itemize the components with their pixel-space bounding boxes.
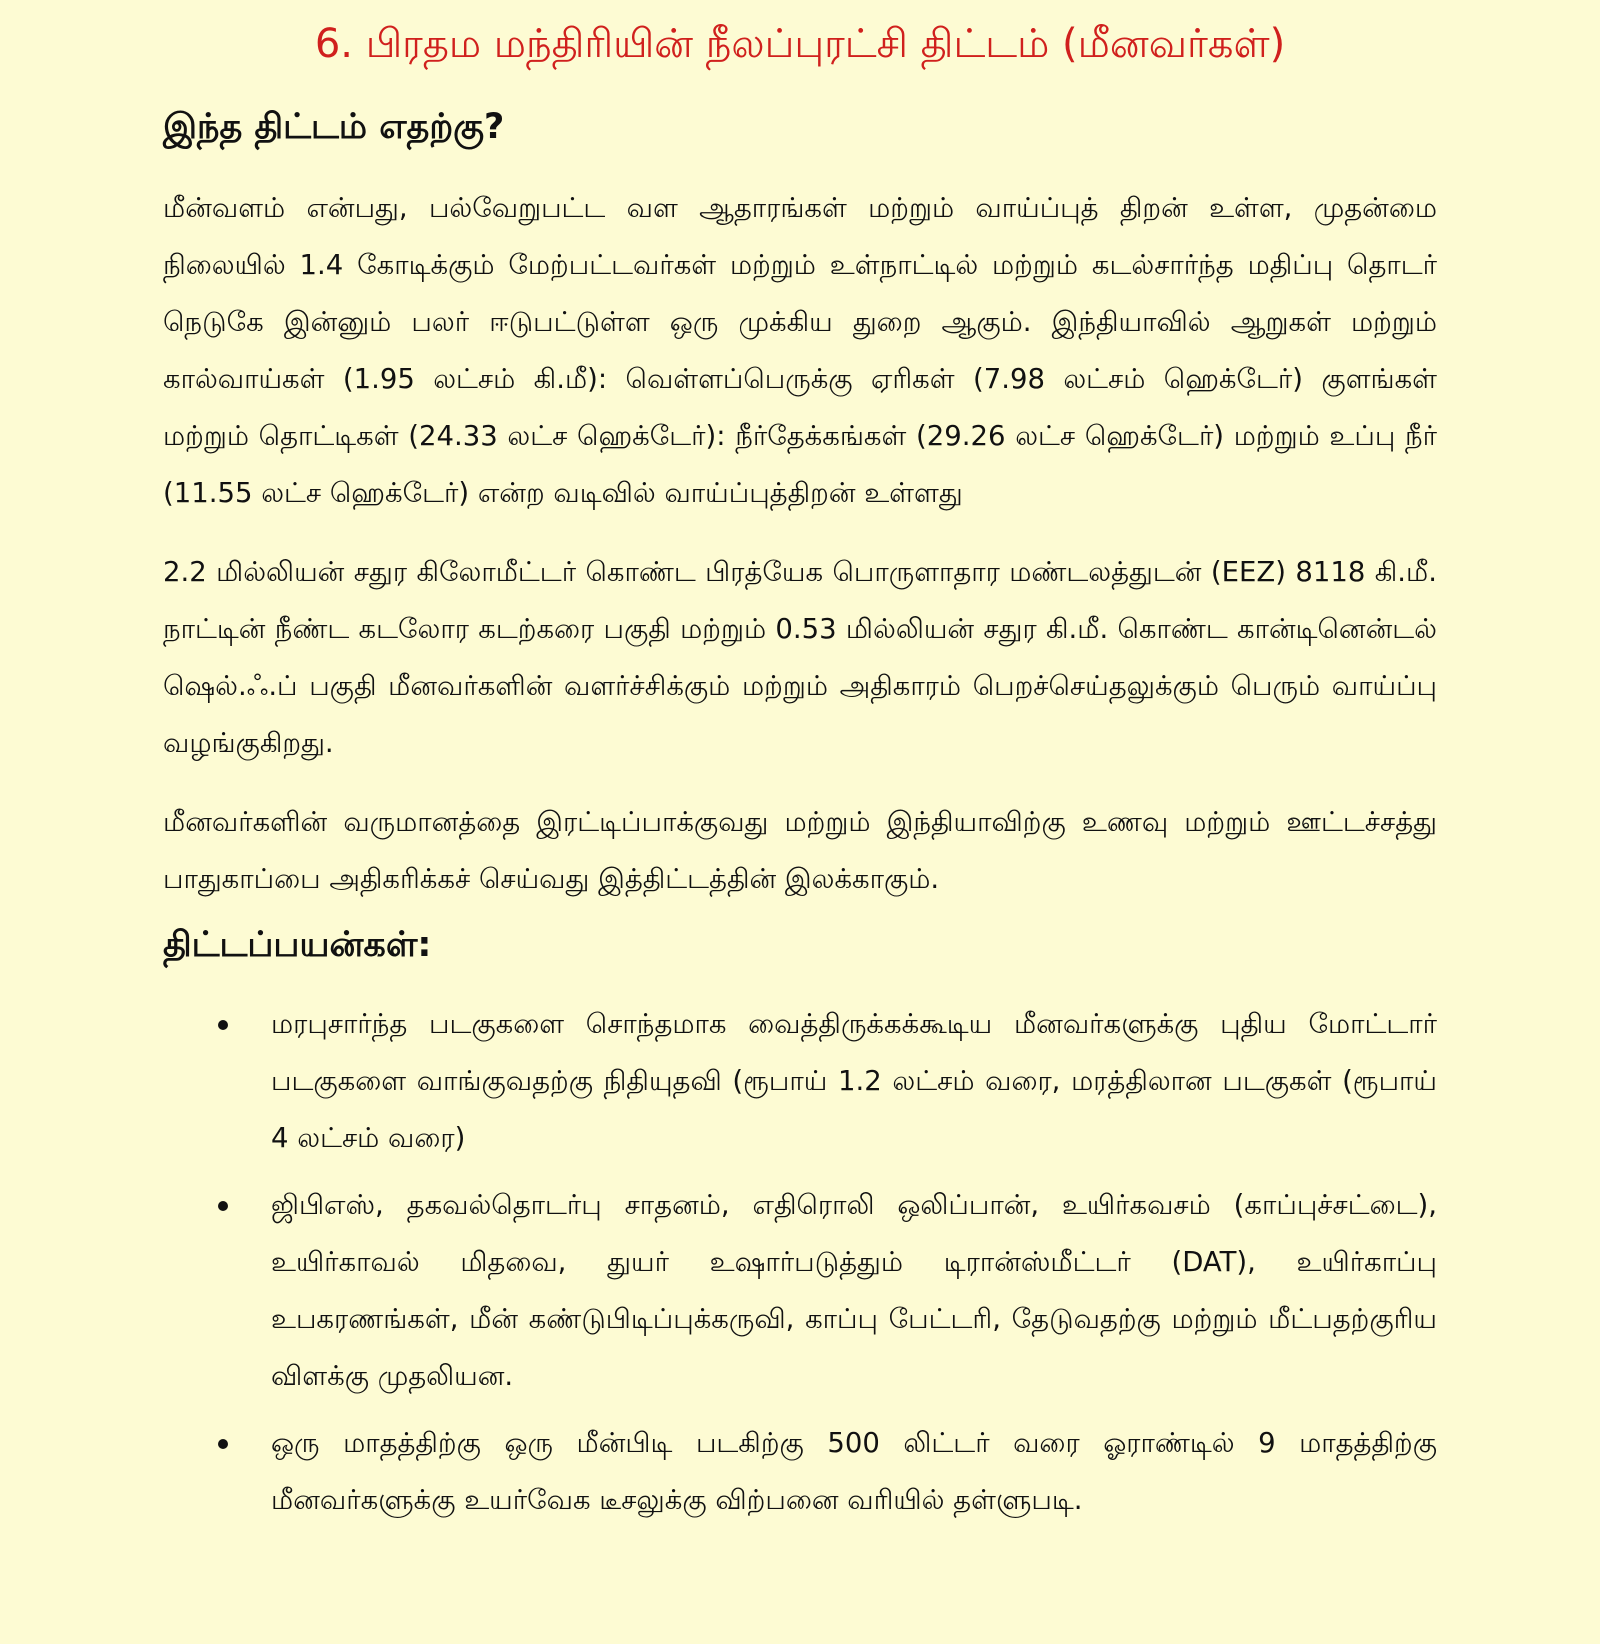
benefit-item — [163, 996, 1437, 1167]
benefit-text: மரபுசார்ந்த படகுகளை சொந்தமாக வைத்திருக்கக்கூடிய மீனவர்களுக்கு புதிய மோட்டார் படகுகளை வாங்குவதற்கு நிதியுதவி (ரூபாய் 1.2 லட்சம் வரை, மரத்திலான படகுகள் (ரூபாய் 4 லட்சம் வரை) — [271, 1008, 1437, 1154]
page-title: 6. பிரதம மந்திரியின் நீலப்புரட்சி திட்டம் (மீனவர்கள்) — [314, 21, 1286, 67]
purpose-heading: இந்த திட்டம் எதற்கு? — [163, 107, 505, 147]
benefit-text: ஒரு மாதத்திற்கு ஒரு மீன்பிடி படகிற்கு 500 லிட்டர் வரை ஓராண்டில் 9 மாதத்திற்கு மீனவர்களுக்கு உயர்வேக டீசலுக்கு விற்பனை வரியில் தள்ளுபடி. — [271, 1427, 1437, 1516]
benefits-list — [163, 996, 1437, 1529]
benefits-heading: திட்டப்பயன்கள்: — [163, 925, 432, 965]
benefit-item — [163, 1415, 1437, 1529]
paragraph-goal: மீனவர்களின் வருமானத்தை இரட்டிப்பாக்குவது மற்றும் இந்தியாவிற்கு உணவு மற்றும் ஊட்டச்சத்து பாதுகாப்பை அதிகரிக்கச் செய்வது இத்திட்டத்தின் இலக்காகும். — [163, 806, 1437, 895]
benefit-text: ஜிபிஎஸ், தகவல்தொடர்பு சாதனம், எதிரொலி ஒலிப்பான், உயிர்கவசம் (காப்புச்சட்டை), உயிர்காவல் மிதவை, துயர் உஷார்படுத்தும் டிரான்ஸ்மீட்டர் (DAT), உயிர்காப்பு உபகரணங்கள், மீன் கண்டுபிடிப்புக்கருவி, காப்பு பேட்டரி, தேடுவதற்கு மற்றும் மீட்பதற்குரிய விளக்கு முதலியன. — [271, 1189, 1437, 1392]
bullet-icon — [218, 1201, 228, 1211]
bullet-icon — [218, 1439, 228, 1449]
paragraph-overview: மீன்வளம் என்பது, பல்வேறுபட்ட வள ஆதாரங்கள் மற்றும் வாய்ப்புத் திறன் உள்ள, முதன்மை நிலையில் 1.4 கோடிக்கும் மேற்பட்டவர்கள் மற்றும் உள்நாட்டில் மற்றும் கடல்சார்ந்த மதிப்பு தொடர் நெடுகே இன்னும் பலர் ஈடுபட்டுள்ள ஒரு முக்கிய துறை ஆகும். இந்தியாவில் ஆறுகள் மற்றும் கால்வாய்கள் (1.95 லட்சம் கி.மீ): வெள்ளப்பெருக்கு ஏரிகள் (7.98 லட்சம் ஹெக்டேர்) குளங்கள் மற்றும் தொட்டிகள் (24.33 லட்ச ஹெக்டேர்): நீர்தேக்கங்கள் (29.26 லட்ச ஹெக்டேர்) மற்றும் உப்பு நீர் (11.55 லட்ச ஹெக்டேர்) என்ற வடிவில் வாய்ப்புத்திறன் உள்ளது — [163, 192, 1437, 509]
paragraph-eez: 2.2 மில்லியன் சதுர கிலோமீட்டர் கொண்ட பிரத்யேக பொருளாதார மண்டலத்துடன் (EEZ) 8118 கி.மீ. நாட்டின் நீண்ட கடலோர கடற்கரை பகுதி மற்றும் 0.53 மில்லியன் சதுர கி.மீ. கொண்ட கான்டினென்டல் ஷெல்.ஃ.ப் பகுதி மீனவர்களின் வளர்ச்சிக்கும் மற்றும் அதிகாரம் பெறச்செய்தலுக்கும் பெரும் வாய்ப்பு வழங்குகிறது. — [163, 556, 1437, 759]
benefit-item — [163, 1177, 1437, 1405]
bullet-icon — [218, 1020, 228, 1030]
